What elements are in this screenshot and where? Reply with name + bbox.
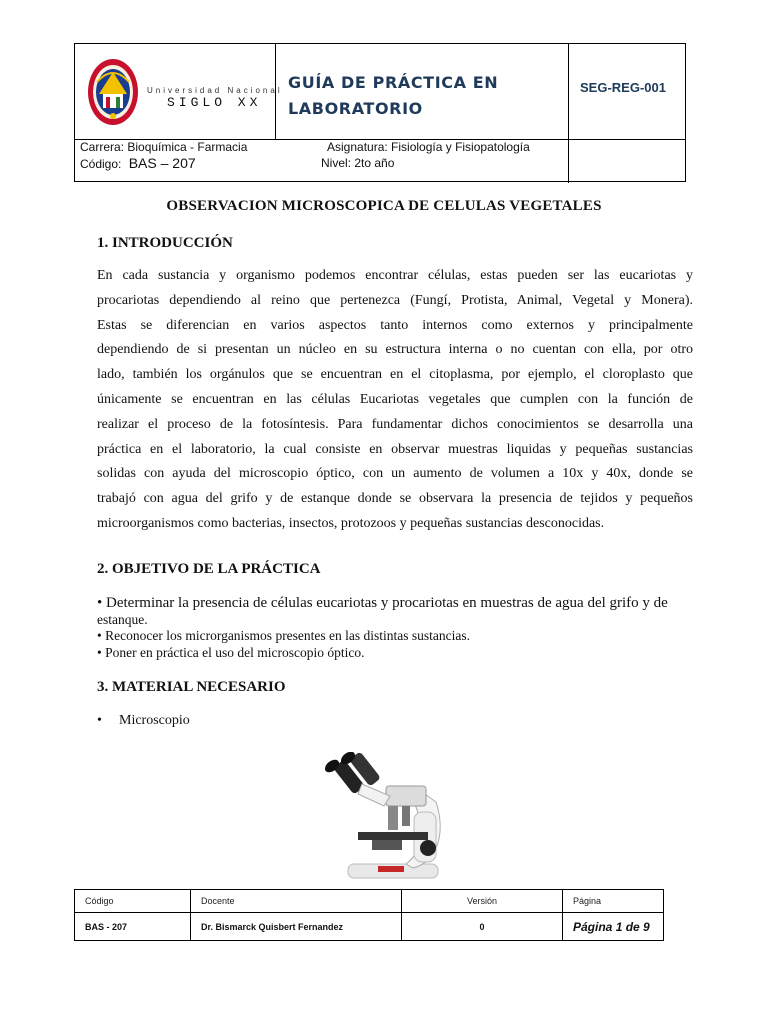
introduction-paragraph <box>97 264 693 537</box>
university-name: Universidad Nacional <box>147 86 283 95</box>
objective-item: • Poner en práctica el uso del microscopio óptico. <box>97 644 365 660</box>
footer-label-teacher: Docente <box>191 890 402 913</box>
footer-page-indicator <box>563 913 664 941</box>
footer-table <box>74 889 664 941</box>
university-seal-logo <box>85 52 145 130</box>
footer-label-version: Versión <box>402 890 563 913</box>
paragraph-line: únicamente se encuentran en las células Eucariotas vegetales que cumplen con la función de <box>97 391 693 407</box>
document-code: SEG-REG-001 <box>580 80 666 95</box>
paragraph-line: dependiendo de si presentan un núcleo en su estructura interna o no cuentan con ella, por otro <box>97 342 693 358</box>
footer-label-page: Página <box>563 890 664 913</box>
paragraph-line: práctica en el laboratorio, la cual consiste en observar muestras liquidas y pequeñas sustancias <box>97 441 693 457</box>
career-label: Carrera: Bioquímica - Farmacia <box>80 140 248 154</box>
objective-item: • Determinar la presencia de células eucariotas y procariotas en muestras de agua del grifo y de <box>97 595 668 611</box>
page-prefix: Página <box>573 919 616 934</box>
document-title: OBSERVACION MICROSCOPICA DE CELULAS VEGETALES <box>166 198 602 214</box>
paragraph-line: trabajó con agua del grifo y de estanque donde se observara la presencia de tejidos y pequeños <box>97 491 693 507</box>
paragraph-line: Estas se diferencian en varios aspectos tanto internos como externos y principalmente <box>97 317 693 333</box>
level-label: Nivel: 2to año <box>321 156 395 170</box>
bullet-icon: • <box>97 713 102 728</box>
paragraph-line: lado, también los orgánulos que se encuentran en el citoplasma, por ejemplo, el cloroplasto que <box>97 367 693 383</box>
objective-item: • Reconocer los microrganismos presentes en las distintas sustancias. <box>97 628 471 643</box>
paragraph-line: realizar el proceso de la fotosíntesis. Para fundamentar dichos conocimientos se desarrolla una <box>97 416 693 432</box>
paragraph-line: solidas con ayuda del microscopio óptico, con un aumento de volumen a 10x y 40x, donde se <box>97 466 693 482</box>
page-total: 9 <box>643 919 650 934</box>
code-value: BAS – 207 <box>128 155 196 171</box>
page-mid: de <box>622 919 644 934</box>
material-list-item <box>97 713 190 729</box>
footer-label-code: Código <box>75 890 191 913</box>
section-material-heading: 3. MATERIAL NECESARIO <box>97 679 286 695</box>
paragraph-line: microorganismos como bacterias, insectos, protozoos y pequeñas sustancias desconocidas. <box>97 515 605 531</box>
code-field <box>80 155 196 171</box>
footer-teacher-value: Dr. Bismarck Quisbert Fernandez <box>191 913 402 941</box>
guide-title <box>288 70 558 122</box>
microscope-image <box>318 752 458 882</box>
paragraph-line: procariotas dependiendo al reino que pertenezca (Fungí, Protista, Animal, Vegetal y Monera). <box>97 292 693 308</box>
paragraph-line: En cada sustancia y organismo podemos encontrar células, estas pueden ser las eucariotas y <box>97 268 693 283</box>
university-subtitle: SIGLO XX <box>167 95 262 110</box>
objective-list <box>97 595 707 661</box>
section-objective-heading: 2. OBJETIVO DE LA PRÁCTICA <box>97 561 321 577</box>
header-table <box>74 43 686 182</box>
page-number: 1 <box>615 919 623 934</box>
footer-code-value: BAS - 207 <box>75 913 191 941</box>
footer-version-value: 0 <box>402 913 563 941</box>
guide-title-line1: GUÍA DE PRÁCTICA EN <box>288 73 499 92</box>
university-logo-area <box>83 52 283 132</box>
header-divider <box>568 44 569 183</box>
material-item-label: Microscopio <box>119 713 190 728</box>
guide-title-line2: LABORATORIO <box>288 99 423 118</box>
objective-item: estanque. <box>97 611 148 627</box>
subject-label: Asignatura: Fisiología y Fisiopatología <box>327 140 530 154</box>
section-introduction-heading: 1. INTRODUCCIÓN <box>97 235 233 251</box>
code-label: Código: <box>80 157 122 171</box>
